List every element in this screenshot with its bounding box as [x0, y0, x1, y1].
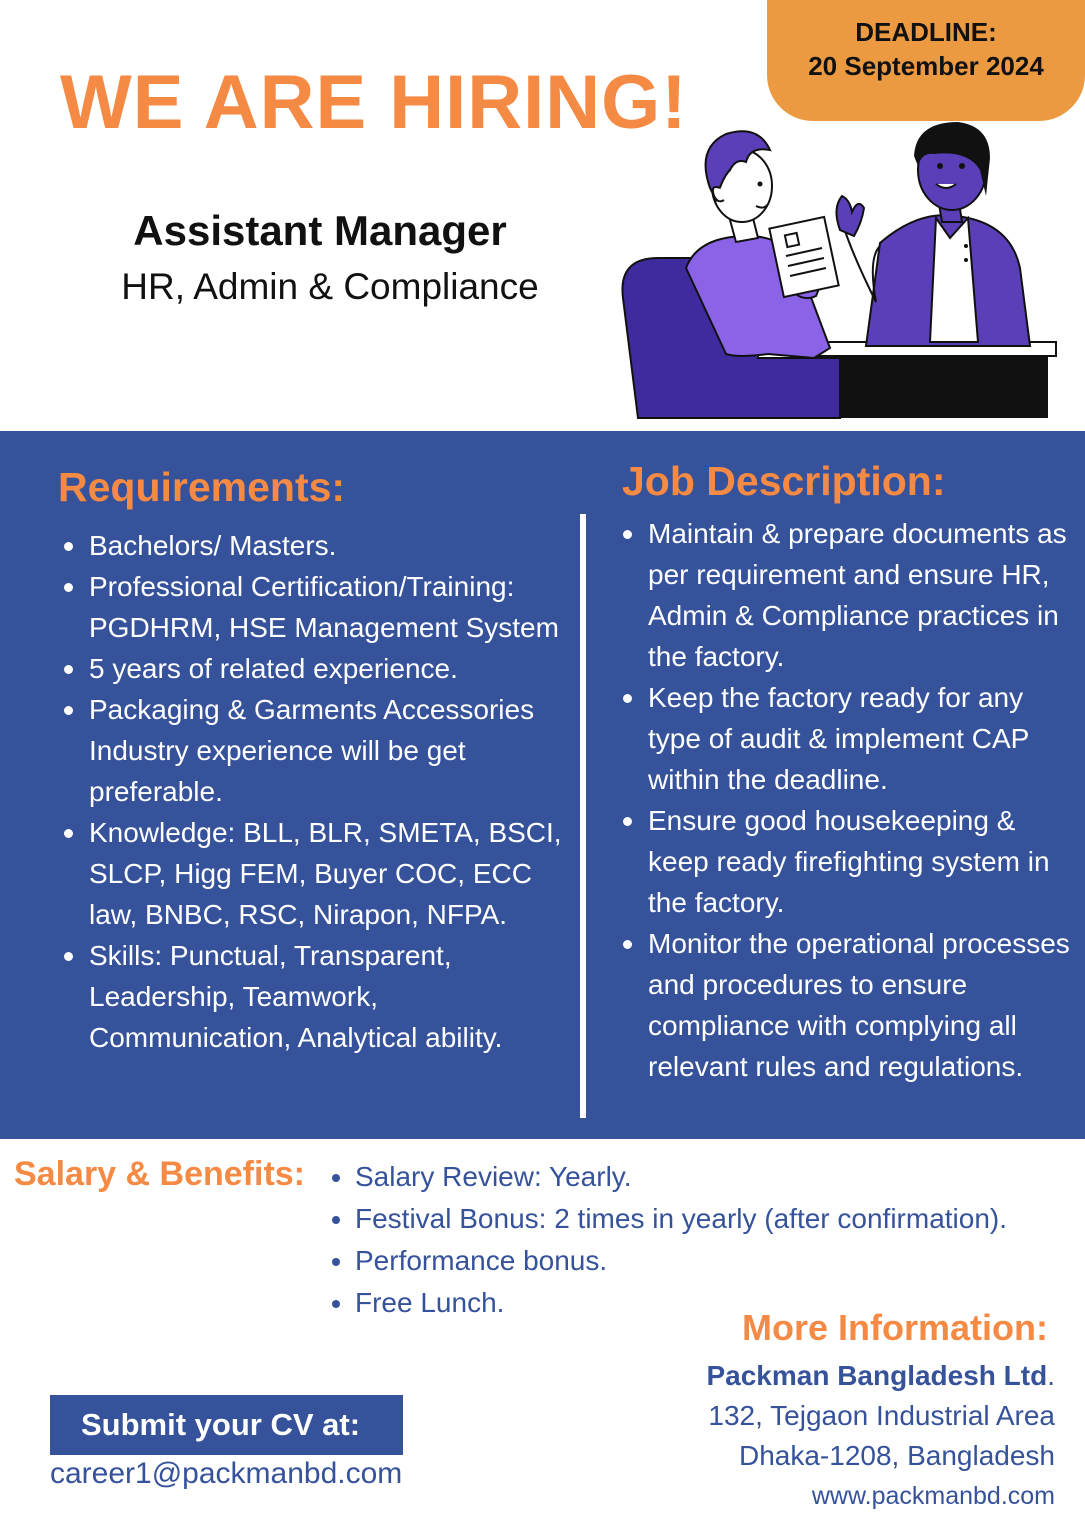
salary-list — [327, 1156, 1007, 1324]
shirt-button — [964, 244, 968, 248]
job-description-list — [619, 513, 1074, 1087]
list-item: Skills: Punctual, Transparent, Leadership, Teamwork, Communication, Analytical ability. — [60, 935, 575, 1058]
website-link[interactable]: www.packmanbd.com — [811, 1482, 1055, 1510]
shirt-button — [964, 258, 968, 262]
interviewer-eye — [937, 163, 943, 169]
deadline-badge — [767, 0, 1085, 121]
column-divider — [580, 514, 586, 1118]
list-item: Ensure good housekeeping & keep ready firefighting system in the factory. — [619, 800, 1074, 923]
company-suffix: . — [1047, 1360, 1055, 1391]
job-interview-illustration — [618, 118, 1063, 423]
more-info-heading: More Information: — [742, 1307, 1048, 1348]
list-item: Keep the factory ready for any type of audit & implement CAP within the deadline. — [619, 677, 1074, 800]
requirements-heading: Requirements: — [58, 464, 346, 510]
list-item: Bachelors/ Masters. — [60, 525, 575, 566]
email-link[interactable]: career1@packmanbd.com — [50, 1457, 403, 1490]
candidate-eye — [758, 182, 763, 187]
desk-body — [836, 356, 1048, 418]
list-item: Performance bonus. — [327, 1240, 1007, 1282]
submit-cv-label: Submit your CV at: — [50, 1395, 403, 1455]
list-item: Festival Bonus: 2 times in yearly (after confirmation). — [327, 1198, 1007, 1240]
company-line — [706, 1356, 1055, 1396]
list-item: Packaging & Garments Accessories Industry experience will be get preferable. — [60, 689, 575, 812]
interviewer-eye — [959, 163, 965, 169]
company-name: Packman Bangladesh Ltd — [706, 1360, 1048, 1391]
job-department: HR, Admin & Compliance — [121, 266, 539, 307]
salary-heading: Salary & Benefits: — [14, 1155, 305, 1193]
list-item: Maintain & prepare documents as per requirement and ensure HR, Admin & Compliance practices in the factory. — [619, 513, 1074, 677]
requirements-list — [60, 525, 575, 1058]
list-item: Monitor the operational processes and procedures to ensure compliance with complying all relevant rules and regulations. — [619, 923, 1074, 1087]
page-title: WE ARE HIRING! — [60, 60, 688, 145]
list-item: Knowledge: BLL, BLR, SMETA, BSCI, SLCP, Higg FEM, Buyer COC, ECC law, BNBC, RSC, Nirapon, NFPA. — [60, 812, 575, 935]
address-line-1: 132, Tejgaon Industrial Area — [708, 1400, 1055, 1431]
interviewer-hand — [836, 196, 864, 236]
list-item: Professional Certification/Training: PGDHRM, HSE Management System — [60, 566, 575, 648]
deadline-label: DEADLINE: — [855, 17, 997, 47]
contact-info — [706, 1356, 1055, 1516]
list-item: 5 years of related experience. — [60, 648, 575, 689]
list-item: Salary Review: Yearly. — [327, 1156, 1007, 1198]
job-description-heading: Job Description: — [622, 458, 946, 504]
job-position: Assistant Manager — [133, 207, 507, 254]
address-line-2: Dhaka-1208, Bangladesh — [738, 1440, 1055, 1471]
interviewer-arm — [844, 228, 880, 302]
list-item: Free Lunch. — [327, 1282, 1007, 1324]
deadline-date: 20 September 2024 — [808, 51, 1044, 81]
